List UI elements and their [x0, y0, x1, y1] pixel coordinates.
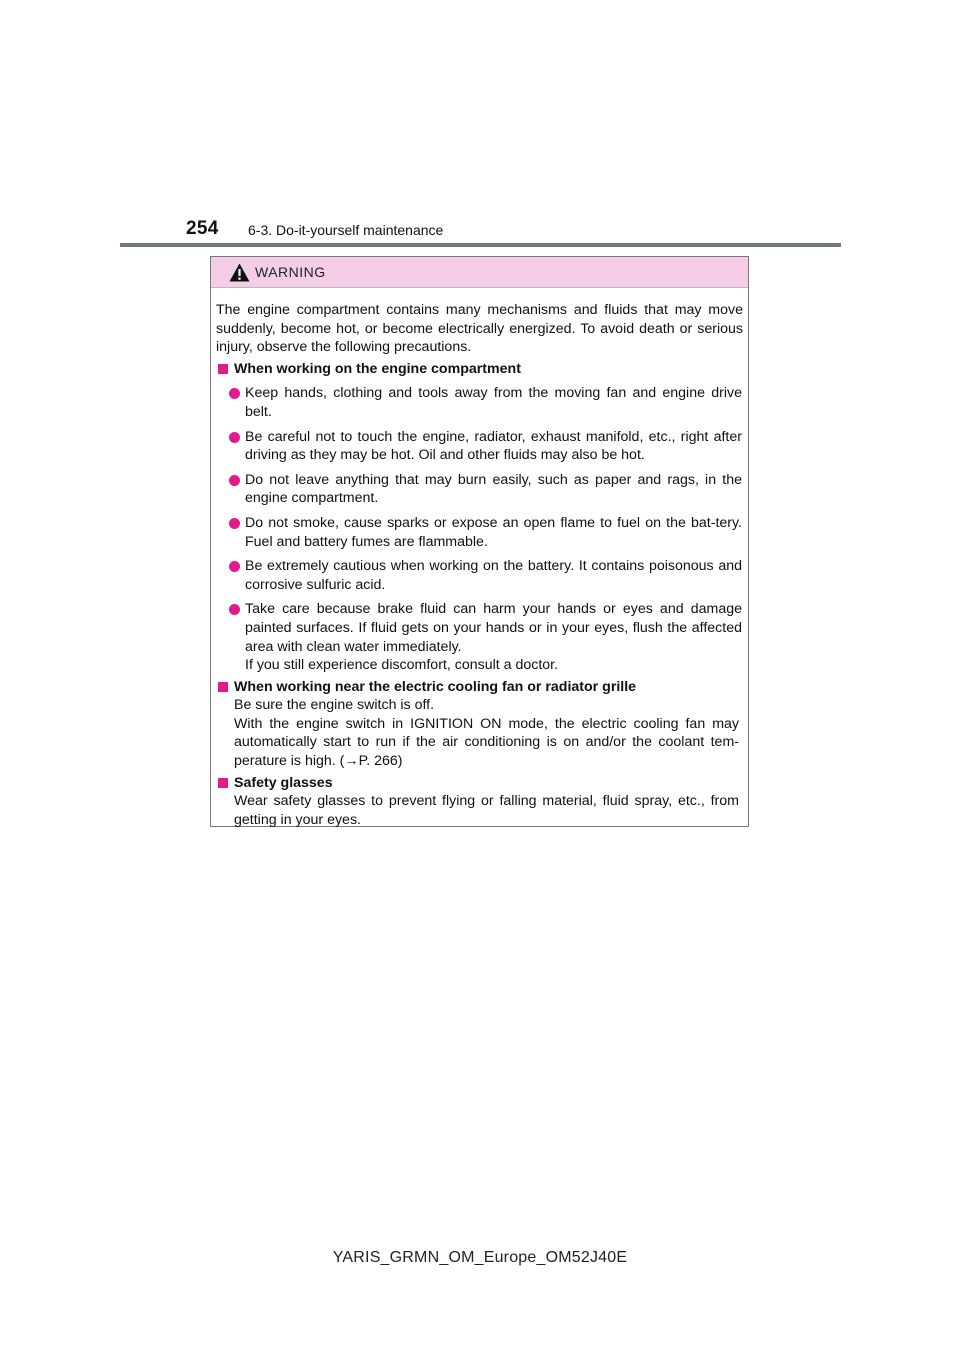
- page-number: 254: [186, 218, 219, 239]
- round-bullet-icon: [229, 432, 240, 443]
- list-item: [216, 384, 743, 421]
- header-divider: [120, 243, 841, 247]
- warning-intro: The engine compartment contains many mechanisms and fluids that may move suddenly, become hot, or become electrically energized. To avoid death or serious injury, observe the following precautions.: [216, 302, 743, 356]
- list-item: [216, 428, 743, 465]
- square-bullet-icon: [218, 682, 228, 692]
- list-item: [216, 514, 743, 551]
- section-engine-compartment: [216, 360, 743, 675]
- list-item-text: Do not smoke, cause sparks or expose an open flame to fuel on the bat-tery. Fuel and battery fumes are flammable.: [245, 514, 742, 550]
- footer-document-id: YARIS_GRMN_OM_Europe_OM52J40E: [332, 1249, 628, 1266]
- round-bullet-icon: [229, 518, 240, 529]
- section-heading: [216, 774, 743, 793]
- list-item-text: Be careful not to touch the engine, radiator, exhaust manifold, etc., right after driving as they may be hot. Oil and other fluids may also be hot.: [245, 428, 742, 464]
- section-cooling-fan: [216, 678, 743, 771]
- warning-body: [211, 288, 748, 829]
- section-title: 6-3. Do-it-yourself maintenance: [248, 222, 444, 238]
- section-heading: [216, 678, 743, 697]
- list-item-text: Be extremely cautious when working on the battery. It contains poisonous and corrosive sulfuric acid.: [245, 558, 742, 593]
- list-item: [216, 471, 743, 508]
- square-bullet-icon: [218, 364, 228, 374]
- list-item: [216, 600, 743, 674]
- section-heading-text: Safety glasses: [234, 774, 333, 791]
- square-bullet-icon: [218, 778, 228, 788]
- section-heading-text: When working near the electric cooling fan or radiator grille: [234, 678, 637, 695]
- warning-title: WARNING: [255, 264, 326, 280]
- section-heading: [216, 360, 743, 379]
- round-bullet-icon: [229, 388, 240, 399]
- list-item-text: Do not leave anything that may burn easily, such as paper and rags, in the engine compartment.: [245, 471, 742, 507]
- section-text: Be sure the engine switch is off. With the engine switch in IGNITION ON mode, the electric cooling fan may automatically start to run if the air conditioning is on and/or the coolant tem-perature is high. (→P. 266): [234, 697, 739, 770]
- list-item-text: Keep hands, clothing and tools away from the moving fan and engine drive belt.: [245, 385, 742, 420]
- list-item-text: Take care because brake fluid can harm your hands or eyes and damage painted surfaces. If fluid gets on your hands or in your eyes, flush the affected area with clean water immediately. If you still experience discomfort, consult a doctor.: [245, 601, 742, 674]
- warning-triangle-icon: [229, 263, 250, 282]
- round-bullet-icon: [229, 475, 240, 486]
- warning-box: [210, 256, 749, 827]
- round-bullet-icon: [229, 561, 240, 572]
- section-safety-glasses: [216, 774, 743, 830]
- section-heading-text: When working on the engine compartment: [234, 360, 521, 377]
- list-item: [216, 557, 743, 594]
- warning-header: [211, 257, 748, 288]
- round-bullet-icon: [229, 604, 240, 615]
- section-text: Wear safety glasses to prevent flying or falling material, fluid spray, etc., from getting in your eyes.: [234, 793, 739, 828]
